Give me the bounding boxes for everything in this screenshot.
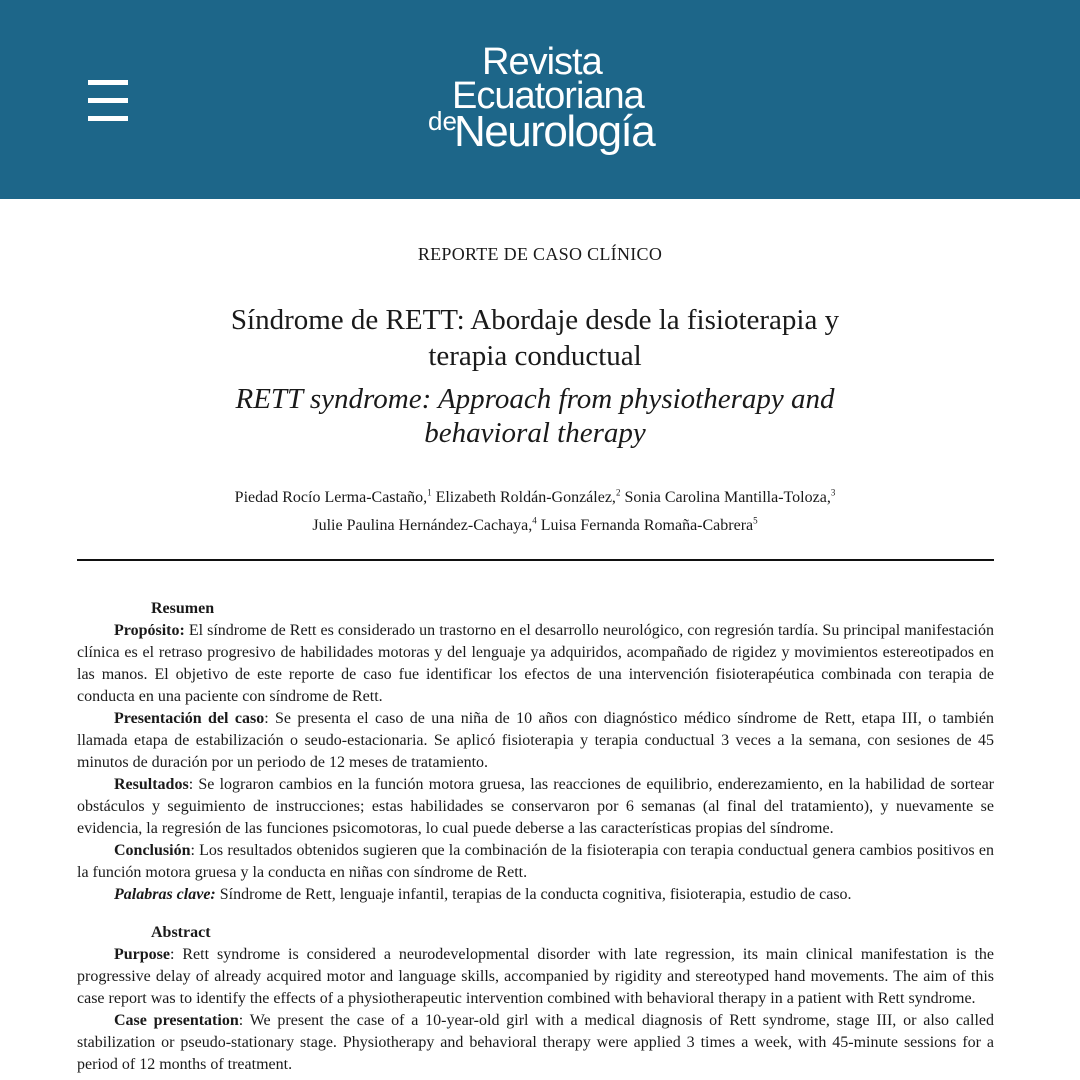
case-presentation-label: Case presentation bbox=[114, 1012, 239, 1029]
resultados-text: : Se lograron cambios en la función motora gruesa, las reacciones de equilibrio, enderezamiento, en la habilidad de sortear obstáculos y seguimiento de instrucciones; estas habilidades se conservaron por 6 semanas (al final del tratamiento), y nuevamente se evidencia, la regresión de las funciones psicomotoras, lo cual puede deberse a las características propias del síndrome. bbox=[77, 776, 994, 837]
menu-bar bbox=[88, 116, 128, 121]
conclusion-text: : Los resultados obtenidos sugieren que la combinación de la fisioterapia con terapia conductual genera cambios positivos en la función motora gruesa y la conducta en niñas con síndrome de Rett. bbox=[77, 842, 994, 881]
proposito-paragraph bbox=[77, 620, 994, 708]
abstract-section bbox=[77, 922, 994, 1076]
palabras-clave-paragraph bbox=[77, 884, 994, 906]
logo-line-de: de bbox=[428, 106, 457, 136]
author[interactable]: Piedad Rocío Lerma-Castaño,$^1$ bbox=[234, 488, 432, 507]
menu-bar bbox=[88, 80, 128, 85]
purpose-paragraph bbox=[77, 944, 994, 1010]
logo-line-revista: Revista bbox=[482, 41, 602, 83]
purpose-label: Purpose bbox=[114, 946, 170, 963]
title-english: RETT syndrome: Approach from physiotherapy and behavioral therapy bbox=[235, 383, 835, 449]
author[interactable]: Elizabeth Roldán-González,$^2$ bbox=[435, 488, 621, 507]
resumen-section bbox=[77, 598, 994, 906]
affiliation-mark: 5 bbox=[753, 515, 758, 526]
presentacion-text: : Se presenta el caso de una niña de 10 años con diagnóstico médico síndrome de Rett, etapa III, o también llamada etapa de estabilización o seudo-estacionaria. Se aplicó fisioterapia y terapia conductual 3 veces a la semana, con sesiones de 45 minutos de duración por un periodo de 12 meses de tratamiento. bbox=[77, 710, 994, 771]
article-type: REPORTE DE CASO CLÍNICO bbox=[417, 244, 663, 264]
resultados-paragraph bbox=[77, 774, 994, 840]
site-header bbox=[0, 0, 1080, 199]
logo-line-ecuatoriana: Ecuatoriana bbox=[452, 75, 644, 117]
affiliation-mark: 3 bbox=[830, 488, 836, 498]
hamburger-menu-icon[interactable] bbox=[88, 80, 128, 124]
author[interactable]: Julie Paulina Hernández-Cachaya,$^4$ bbox=[312, 515, 537, 534]
affiliation-mark: 1 bbox=[427, 488, 432, 498]
conclusion-label: Conclusión bbox=[114, 842, 191, 859]
case-presentation-paragraph bbox=[77, 1010, 994, 1076]
author[interactable]: Sonia Carolina Mantilla-Toloza,$^3$ bbox=[624, 488, 836, 507]
proposito-text: El síndrome de Rett es considerado un trastorno en el desarrollo neurológico, con regresión tardía. Su principal manifestación clínica es el retraso progresivo de habilidades motoras y del lenguaje ya adquiridos, acompañado de rigidez y movimientos estereotipados en las manos. El objetivo de este reporte de caso fue identificar los efectos de una intervención fisioterapéutica combinada con terapia de conducta en una paciente con síndrome de Rett. bbox=[77, 622, 994, 705]
logo-line-neurologia: Neurología bbox=[454, 107, 655, 156]
abstract-heading: Abstract bbox=[151, 924, 211, 941]
journal-logo[interactable] bbox=[420, 40, 700, 170]
purpose-text: : Rett syndrome is considered a neurodevelopmental disorder with late regression, its main clinical manifestation is the progressive delay of already acquired motor and language skills, accompanied by rigidity and stereotyped hand movements. The aim of this case report was to identify the effects of a physiotherapeutic intervention combined with behavioral therapy in a patient with Rett syndrome. bbox=[77, 946, 994, 1007]
author-list bbox=[140, 482, 930, 537]
conclusion-paragraph bbox=[77, 840, 994, 884]
menu-bar bbox=[88, 98, 128, 103]
author[interactable]: Luisa Fernanda Romaña-Cabrera$^5$ bbox=[540, 515, 758, 534]
case-presentation-text: : We present the case of a 10-year-old girl with a medical diagnosis of Rett syndrome, stage III, or also called stabilization or pseudo-stationary stage. Physiotherapy and behavioral therapy were applied 3 times a week, with 45-minute sessions for a period of 12 months of treatment. bbox=[77, 1012, 995, 1073]
affiliation-mark: 4 bbox=[532, 515, 537, 526]
title-spanish: Síndrome de RETT: Abordaje desde la fisioterapia y terapia conductual bbox=[230, 304, 840, 372]
presentacion-paragraph bbox=[77, 708, 994, 774]
palabras-clave-label: Palabras clave: bbox=[114, 886, 216, 903]
affiliation-mark: 2 bbox=[615, 488, 621, 498]
divider bbox=[77, 559, 994, 561]
resumen-heading: Resumen bbox=[151, 600, 215, 617]
proposito-label: Propósito: bbox=[114, 622, 185, 639]
presentacion-label: Presentación del caso bbox=[114, 710, 265, 727]
resultados-label: Resultados bbox=[114, 776, 189, 793]
palabras-clave-text: Síndrome de Rett, lenguaje infantil, terapias de la conducta cognitiva, fisioterapia, estudio de caso. bbox=[215, 886, 852, 903]
